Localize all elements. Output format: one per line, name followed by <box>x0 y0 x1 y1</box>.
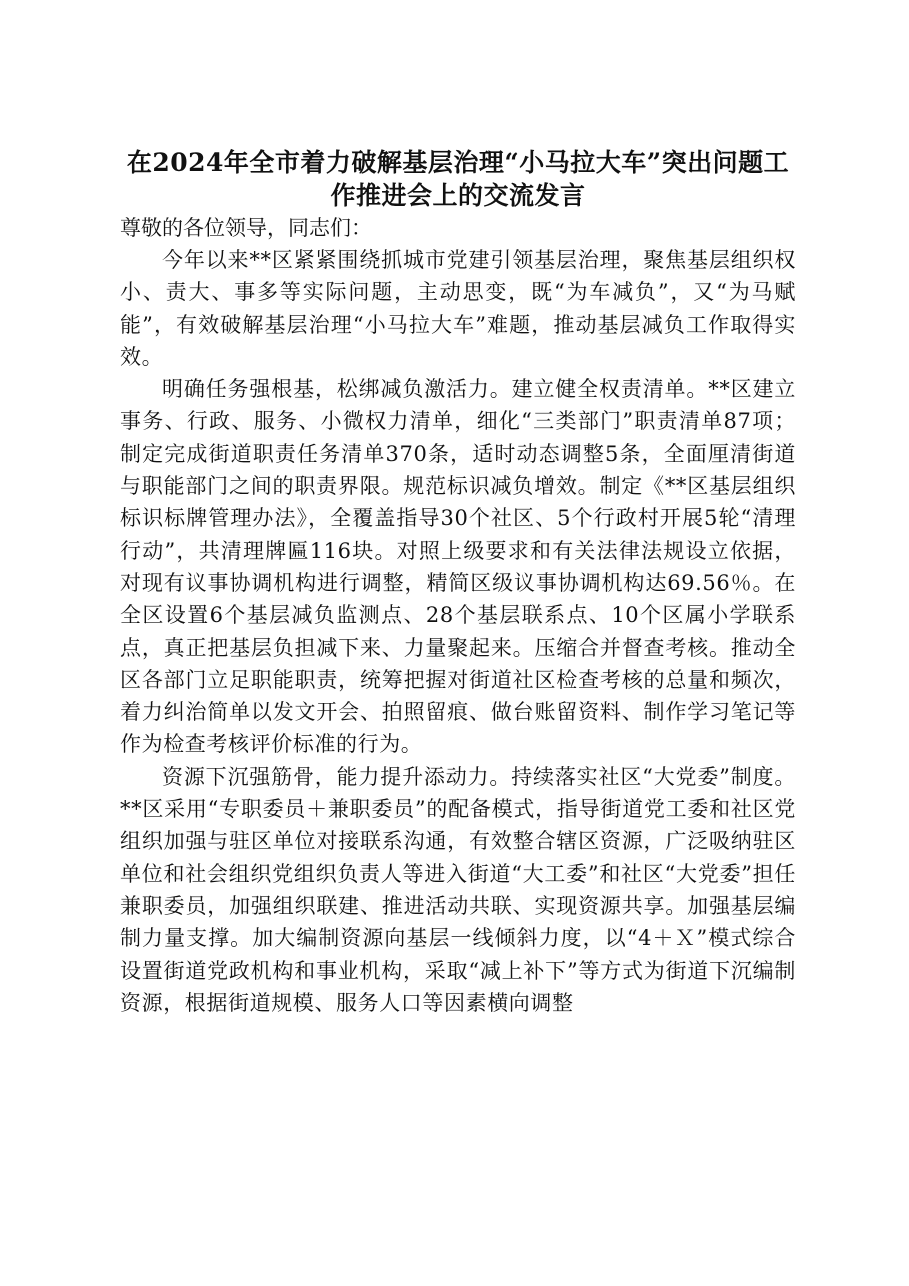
paragraph-intro: 今年以来**区紧紧围绕抓城市党建引领基层治理，聚焦基层组织权小、责大、事多等实际问题，主动思变，既“为车减负”，又“为马赋能”，有效破解基层治理“小马拉大车”难题，推动基层减负工作取得实效。 <box>120 248 796 369</box>
paragraph-resource-sinking: 资源下沉强筋骨，能力提升添动力。持续落实社区“大党委”制度。**区采用“专职委员＋兼职委员”的配备模式，指导街道党工委和社区党组织加强与驻区单位对接联系沟通，有效整合辖区资源，广泛吸纳驻区单位和社会组织党组织负责人等进入街道“大工委”和社区“大党委”担任兼职委员，加强组织联建、推进活动共联、实现资源共享。加强基层编制力量支撑。加大编制资源向基层一线倾斜力度，以“4＋Ｘ”模式综合设置街道党政机构和事业机构，采取“减上补下”等方式为街道下沉编制资源，根据街道规模、服务人口等因素横向调整 <box>120 764 796 1015</box>
salutation: 尊敬的各位领导，同志们： <box>120 216 372 240</box>
paragraph-burden-reduction: 明确任务强根基，松绑减负激活力。建立健全权责清单。**区建立事务、行政、服务、小微权力清单，细化“三类部门”职责清单87项；制定完成街道职责任务清单370条，适时动态调整5条，全面厘清街道与职能部门之间的职责界限。规范标识减负增效。制定《**区基层组织标识标牌管理办法》，全覆盖指导30个社区、5个行政村开展5轮“清理行动”，共清理牌匾116块。对照上级要求和有关法律法规设立依据，对现有议事协调机构进行调整，精简区级议事协调机构达69.56％。在全区设置6个基层减负监测点、28个基层联系点、10个区属小学联系点，真正把基层负担减下来、力量聚起来。压缩合并督查考核。推动全区各部门立足职能职责，统筹把握对街道社区检查考核的总量和频次，着力纠治简单以发文开会、拍照留痕、做台账留资料、制作学习笔记等作为检查考核评价标准的行为。 <box>120 377 796 757</box>
document-body <box>120 146 796 1019</box>
document-title: 在2024年全市着力破解基层治理“小马拉大车”突出问题工作推进会上的交流发言 <box>126 148 790 210</box>
